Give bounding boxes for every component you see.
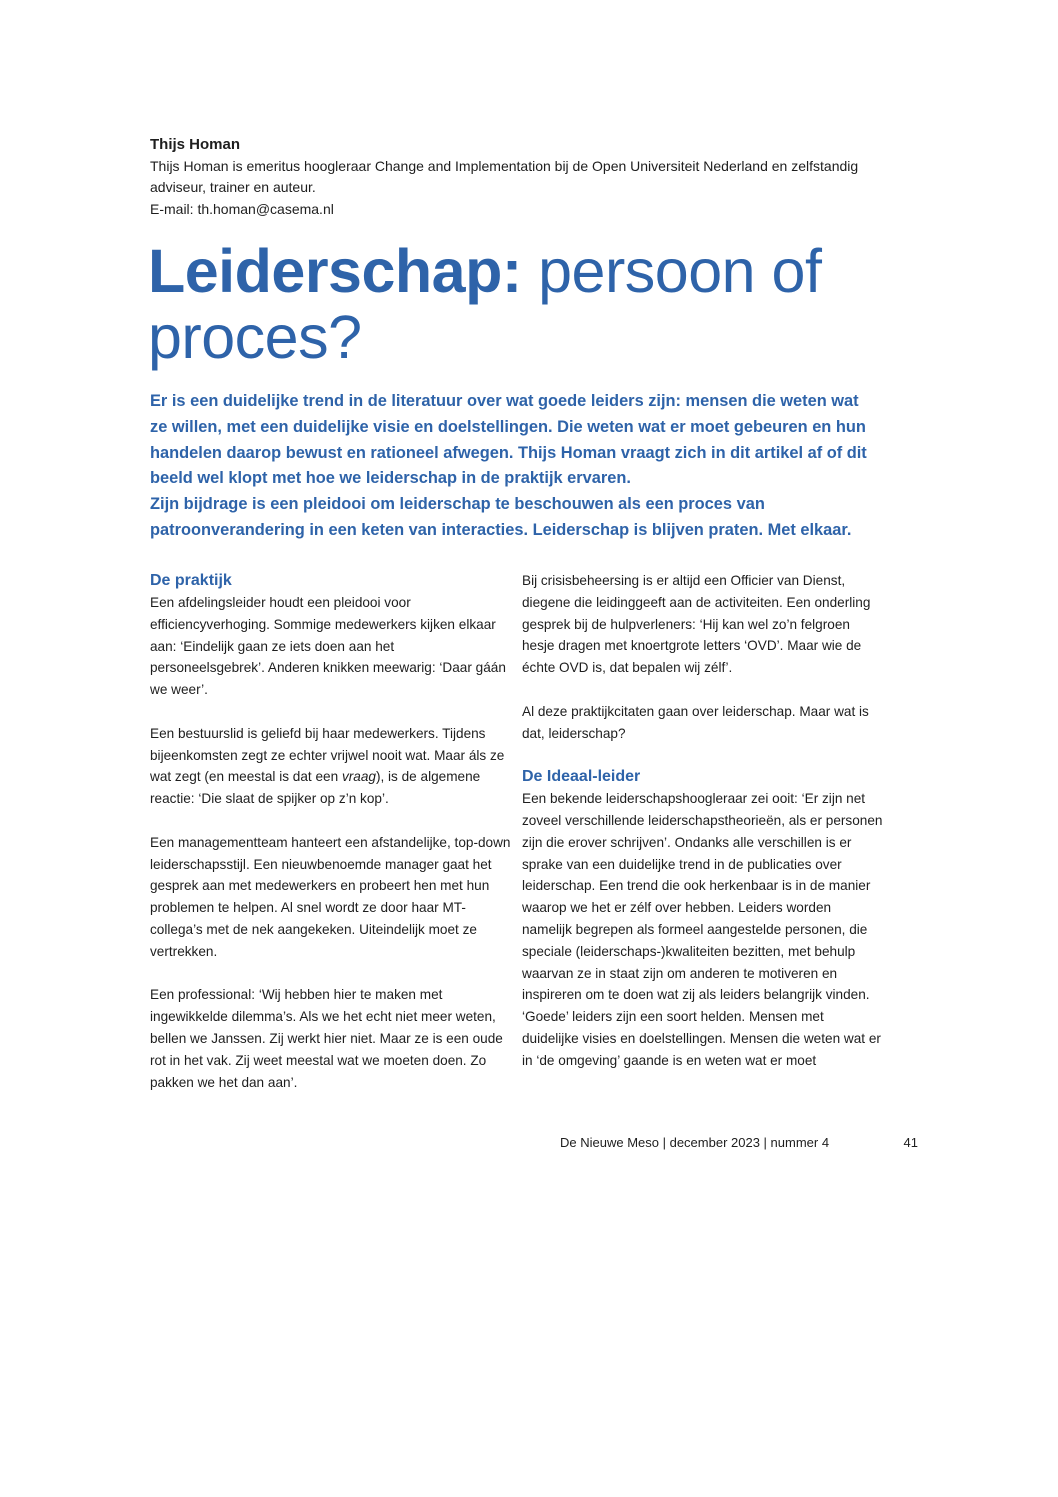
section-heading-praktijk: De praktijk	[150, 572, 232, 589]
left-column	[150, 570, 512, 1115]
lead-paragraph	[150, 389, 876, 544]
page-number: 41	[903, 1135, 918, 1150]
author-email: E-mail: th.homan@casema.nl	[150, 200, 334, 217]
left-paragraph-2-pre: Een bestuurslid is geliefd bij haar medewerkers. Tijdens bijeenkomsten zegt ze echter vrijwel nooit wat. Maar áls ze wat zegt (en meestal is dat een	[150, 725, 505, 785]
left-paragraph-2-emphasis: vraag	[341, 769, 376, 785]
right-column	[522, 570, 884, 1093]
left-paragraph-1: Een afdelingsleider houdt een pleidooi voor efficiencyverhoging. Sommige medewerkers kijken elkaar aan: ‘Eindelijk gaan ze iets doen aan het personeelsgebrek’. Anderen knikken meewarig: ‘Daar gáán we weer’.	[150, 595, 506, 698]
left-paragraph-4: Een professional: ‘Wij hebben hier te maken met ingewikkelde dilemma’s. Als we het echt niet meer weten, bellen we Janssen. Zij werkt hier niet. Maar ze is een oude rot in het vak. Zij weet meestal wat we moeten doen. Zo pakken we het dan aan’.	[150, 987, 503, 1090]
title-light-part: persoon of proces?	[148, 237, 822, 371]
right-paragraph-2: Al deze praktijkcitaten gaan over leiderschap. Maar wat is dat, leiderschap?	[522, 703, 869, 741]
left-paragraph-2-post: ), is de algemene reactie: ‘Die slaat de spijker op z’n kop’.	[150, 769, 481, 807]
lead-paragraph-1: Er is een duidelijke trend in de literatuur over wat goede leiders zijn: mensen die weten wat ze willen, met een duidelijke visie en doelstellingen. Die weten wat er moet gebeuren en hun handelen daarop bewust en rationeel afwegen. Thijs Homan vraagt zich in dit artikel af of dit beeld wel klopt met hoe we leiderschap in de praktijk ervaren.	[150, 392, 867, 488]
footer-publication: De Nieuwe Meso | december 2023 | nummer 4	[560, 1135, 830, 1150]
right-paragraph-1: Bij crisisbeheersing is er altijd een Officier van Dienst, diegene die leidinggeeft aan de activiteiten. Een onderling gesprek bij de hulpverleners: ‘Hij kan wel zo’n felgroen hesje dragen met knoertgrote letters ‘OVD’. Maar wie de échte OVD is, dat bepalen wij zélf’.	[522, 573, 871, 676]
right-paragraph-3: Een bekende leiderschapshoogleraar zei ooit: ‘Er zijn net zoveel verschillende leiderschapstheorieën, als er personen zijn die erover schrijven’. Ondanks alle verschillen is er sprake van een duidelijke trend in de publicaties over leiderschap. Een trend die ook herkenbaar is in de manier waarop we het er zélf over hebben. Leiders worden namelijk begrepen als formeel aangestelde personen, die speciale (leiderschaps-)kwaliteiten bezitten, met behulp waarvan ze in staat zijn om anderen te motiveren en inspireren om te doen wat zij als leiders belangrijk vinden. ‘Goede’ leiders zijn een soort helden. Mensen met duidelijke visies en doelstellingen. Mensen die weten wat er in ‘de omgeving’ gaande is en weten wat er moet	[522, 791, 883, 1068]
section-heading-ideaal-leider: De Ideaal-leider	[522, 768, 641, 786]
author-block	[150, 134, 870, 220]
author-bio: Thijs Homan is emeritus hoogleraar Change and Implementation bij de Open Universiteit Nederland en zelfstandig adviseur, trainer en auteur.	[150, 157, 859, 195]
article-title	[148, 238, 948, 370]
left-paragraph-2	[150, 723, 512, 810]
page-footer	[560, 1133, 918, 1153]
lead-paragraph-2: Zijn bijdrage is een pleidooi om leiderschap te beschouwen als een proces van patroonverandering in een keten van interacties. Leiderschap is blijven praten. Met elkaar.	[150, 495, 852, 539]
title-bold-part: Leiderschap:	[148, 237, 522, 305]
left-paragraph-3: Een managementteam hanteert een afstandelijke, top-down leiderschapsstijl. Een nieuwbenoemde manager gaat het gesprek aan met medewerkers en probeert hen met hun problemen te helpen. Al snel wordt ze door haar MT-collega’s met de nek aangekeken. Uiteindelijk moet ze vertrekken.	[150, 834, 511, 959]
author-name: Thijs Homan	[150, 136, 241, 153]
